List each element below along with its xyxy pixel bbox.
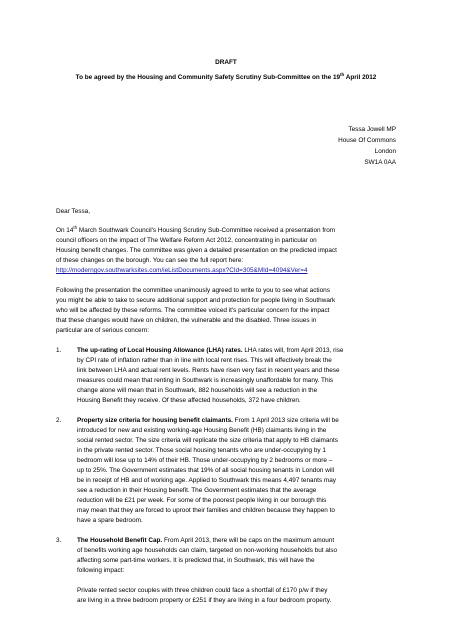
item-line: of benefits working age households can claim, targeted on non-working households but also [77, 547, 338, 554]
draft-label: DRAFT [215, 59, 237, 66]
item-line: may mean that they are forced to uproot their families and children because they happen to [77, 507, 335, 514]
report-link-text[interactable]: http://moderngov.southwarksites.com/ieListDocuments.aspx?CId=305&MId=4094&Ver=4 [56, 267, 308, 274]
item-line: reduction will be £21 per week. For some of the poorest people living in our borough this [77, 497, 327, 504]
item-number: 3. [56, 537, 62, 544]
item-number: 2. [56, 417, 62, 424]
item-heading-line: The up-rating of Local Housing Allowance (LHA) rates. LHA rates will, from April 2013, rise [77, 347, 344, 354]
agreement-subtitle: To be agreed by the Housing and Community Safety Scrutiny Sub-Committee on the 19th April 2012 [75, 71, 377, 81]
paragraph-line: who will be affected by these reforms. The committee voiced it's particular concern for the impact [56, 307, 330, 314]
item-line: following impact: [77, 567, 125, 574]
item-line: introduced for new and existing working-age Housing Benefit (HB) claimants living in the [77, 427, 327, 434]
paragraph-line: particular are of serious concern: [56, 327, 150, 334]
item-line: up to 25%. The Government estimates that 19% of all social housing tenants in London will [77, 467, 335, 474]
item-heading-line: Property size criteria for housing benefit claimants. From 1 April 2013 size criteria will be [77, 417, 339, 424]
address-line: House Of Commons [338, 137, 396, 144]
item-line: have a spare bedroom. [77, 517, 143, 524]
intro-line: of these changes on the borough. You can see the full report here: [56, 257, 244, 264]
item-line: change alone will mean that in Southwark, 882 households will see a reduction in the [77, 387, 318, 394]
item-number: 1. [56, 347, 62, 354]
item-line: be in receipt of HB and of working age. Applied to Southwark this means 4,497 tenants may [77, 477, 336, 484]
item-line: in the private rented sector. Those social housing tenants who are under-occupying by 1 [77, 447, 326, 454]
address-line: London [374, 148, 396, 155]
intro-line: council officers on the impact of The Welfare Reform Act 2012, concentrating in particular on [56, 237, 317, 244]
paragraph-line: you might be able to take to secure additional support and protection for people living in Southwark [56, 297, 336, 304]
salutation: Dear Tessa, [56, 208, 90, 215]
item-line: by CPI rate of inflation rather than in line with local rent rises. This will effectively break the [77, 357, 332, 364]
item-line: link between LHA and actual rent levels. Rents have risen very fast in recent years and these [77, 367, 340, 374]
report-link[interactable] [56, 266, 308, 276]
item-line: bedroom will lose up to 14% of their HB. Those under-occupying by 2 bedrooms or more – [77, 457, 333, 464]
item-line: see a reduction in their Housing benefit. The Government estimates that the average [77, 487, 317, 494]
item-line: Housing Benefit they receive. Of these affected households, 372 have children. [77, 397, 301, 404]
intro-line: On 14th March Southwark Council's Housing Scrutiny Sub-Committee received a presentation from [56, 224, 336, 234]
paragraph-line: that these changes would have on children, the vulnerable and the disabled. Three issues in [56, 317, 317, 324]
item-line: measures could mean that renting in Southwark is increasingly unaffordable for many. This [77, 377, 334, 384]
impact-line: are living in a three bedroom property or £251 if they are living in a four bedroom property. [77, 597, 332, 604]
address-line: SW1A 0AA [364, 159, 396, 166]
address-line: Tessa Jowell MP [348, 126, 396, 133]
item-heading-line: The Household Benefit Cap. From April 2013, there will be caps on the maximum amount [77, 537, 335, 544]
impact-line: Private rented sector couples with three children could face a shortfall of £170 p/w if they [77, 587, 328, 594]
item-line: affecting some part-time workers. It is predicted that, in Southwark, this will have the [77, 557, 315, 564]
paragraph-line: Following the presentation the committee unanimously agreed to write to you to see what actions [56, 287, 330, 294]
item-line: social rented sector. The size criteria will replicate the size criteria that apply to HB claimants [77, 437, 338, 444]
intro-line: Housing benefit changes. The committee was given a detailed presentation on the predicted impact [56, 247, 337, 254]
